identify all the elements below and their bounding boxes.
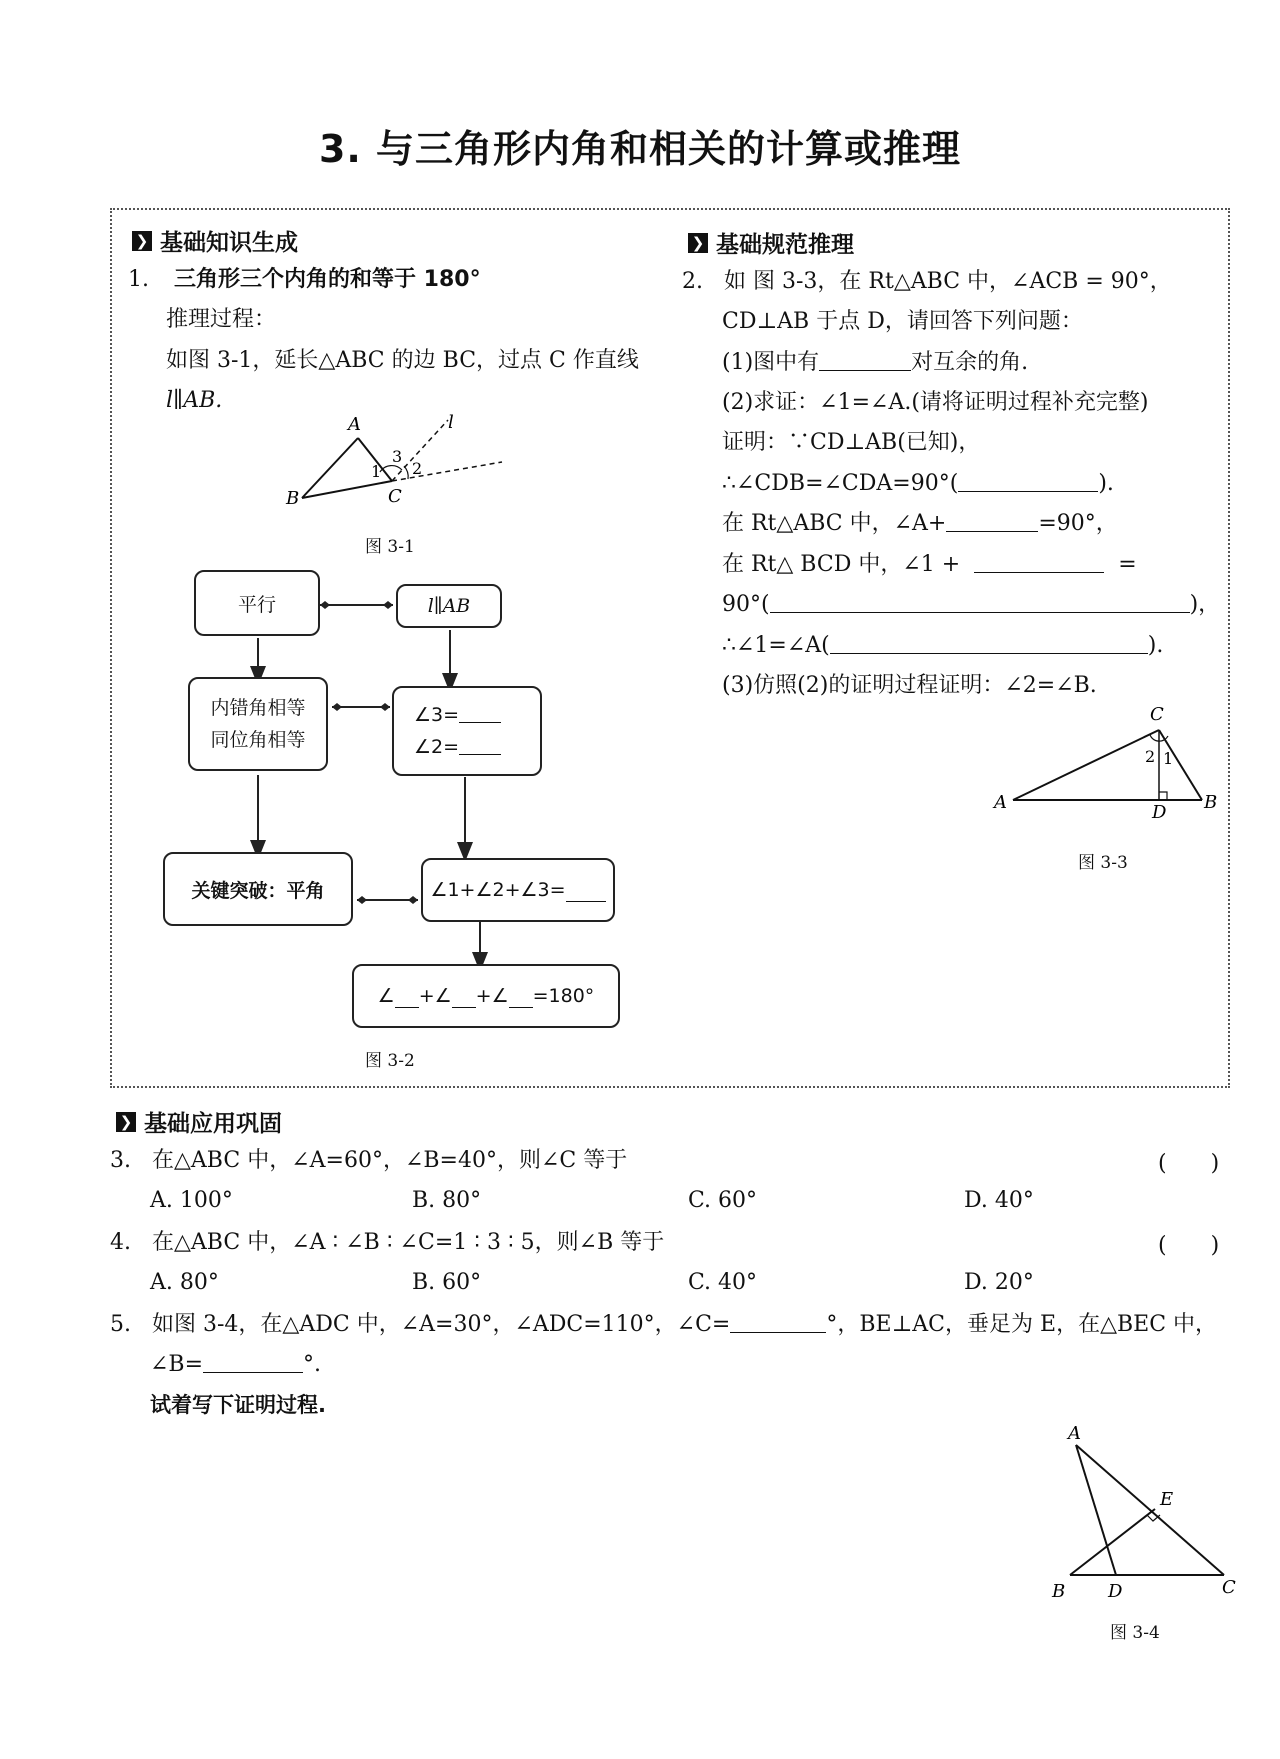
flow-box-alt-2: 同位角相等 — [210, 729, 306, 751]
q3-option-d[interactable]: D. 40° — [964, 1188, 1034, 1213]
item-1-number: 1. — [128, 267, 149, 292]
blank-angle-3[interactable] — [459, 700, 501, 723]
q1-post: 对互余的角. — [911, 350, 1029, 375]
item-2-text-1: 如 图 3-3，在 Rt△ABC 中，∠ACB = 90°， — [724, 269, 1172, 294]
fig2-caption: 图 3-2 — [365, 1051, 415, 1071]
figure-3-4 — [1040, 1425, 1240, 1605]
q3-answer-bracket[interactable]: ( ) — [1158, 1151, 1220, 1176]
question-4 — [110, 1228, 664, 1258]
flow-box-sum — [421, 858, 615, 922]
flow-box-final-plus-1: +∠ — [418, 985, 452, 1007]
flow-box-lab-text: l∥AB — [427, 595, 471, 617]
proof2-post: ). — [1098, 471, 1114, 496]
blank-proof-4[interactable] — [974, 550, 1104, 573]
flow-box-key — [163, 852, 353, 926]
blank-q5-angle-c[interactable] — [730, 1310, 826, 1333]
section-heading-text: 基础应用巩固 — [144, 1111, 282, 1137]
question-5-line-3: 试着写下证明过程. — [150, 1393, 326, 1417]
connector-key-sum — [357, 896, 418, 904]
fig1-label-b: B — [286, 488, 300, 509]
chevron-right-icon: ❯ — [688, 233, 708, 253]
q2-line: (2)求证：∠1=∠A.(请将证明过程补充完整) — [722, 390, 1149, 415]
fig3-label-b: B — [1204, 792, 1218, 813]
q4-option-b[interactable]: B. 60° — [412, 1270, 482, 1295]
chevron-right-icon: ❯ — [132, 231, 152, 251]
proof-line-6 — [722, 631, 1163, 661]
section-heading-application — [116, 1105, 282, 1138]
q4-text: 在△ABC 中，∠A ∶ ∠B ∶ ∠C=1 ∶ 3 ∶ 5，则∠B 等于 — [152, 1230, 665, 1255]
section-heading-reasoning — [688, 226, 854, 259]
fig3-label-angle-1: 1 — [1163, 749, 1174, 768]
fig1-label-angle-3: 3 — [392, 447, 403, 466]
question-3 — [110, 1146, 627, 1176]
blank-q1[interactable] — [819, 348, 911, 371]
question-5 — [110, 1310, 1217, 1340]
proof-line-1: 证明：∵CD⊥AB(已知)， — [722, 430, 981, 455]
fig3-right-angle-mark — [1159, 792, 1167, 800]
flow-box-a3-line — [414, 699, 501, 731]
fig3-caption: 图 3-3 — [1078, 853, 1128, 873]
proof6-pre: ∴∠1=∠A( — [722, 633, 830, 658]
proof4-pre: 在 Rt△ BCD 中，∠1 + — [722, 552, 961, 577]
flow-box-parallel-text: 平行 — [237, 593, 276, 616]
proof-line-4 — [722, 550, 1137, 580]
q5-number: 5. — [110, 1312, 131, 1337]
connector-alt-angles — [332, 703, 390, 711]
q4-number: 4. — [110, 1230, 131, 1255]
figure-3-3 — [990, 700, 1220, 820]
fig4-caption: 图 3-4 — [1110, 1623, 1160, 1643]
blank-proof-6[interactable] — [830, 631, 1148, 654]
proof2-pre: ∴∠CDB=∠CDA=90°( — [722, 471, 959, 496]
item-2-number: 2. — [682, 269, 703, 294]
blank-final-2[interactable] — [452, 985, 476, 1008]
blank-proof-2[interactable] — [958, 469, 1098, 492]
fig1-caption: 图 3-1 — [365, 537, 415, 557]
blank-q5-angle-b[interactable] — [203, 1350, 303, 1373]
q4-option-a[interactable]: A. 80° — [150, 1270, 219, 1295]
instruction-line-2: l∥AB. — [166, 388, 223, 413]
q5-text-post: °，BE⊥AC，垂足为 E，在△BEC 中， — [826, 1312, 1218, 1337]
flow-box-final-plus-2: +∠ — [475, 985, 509, 1007]
fig4-edge-ac — [1076, 1445, 1224, 1575]
fig4-label-e: E — [1160, 1489, 1174, 1510]
flow-box-lab — [396, 584, 502, 628]
fig1-label-l: l — [448, 412, 454, 433]
proof3-pre: 在 Rt△ABC 中，∠A+ — [722, 511, 947, 536]
q3-option-b[interactable]: B. 80° — [412, 1188, 482, 1213]
proof5-post: )， — [1189, 592, 1221, 617]
blank-final-1[interactable] — [395, 985, 419, 1008]
blank-angle-sum[interactable] — [566, 879, 606, 902]
flow-box-sum-text: ∠1+∠2+∠3= — [430, 879, 566, 901]
proof-line-5 — [722, 590, 1220, 620]
blank-angle-2[interactable] — [459, 732, 501, 755]
flow-box-angle-eq — [392, 686, 542, 776]
proof3-post: =90°， — [1038, 511, 1118, 536]
question-5-line-2 — [150, 1350, 321, 1380]
q3-option-c[interactable]: C. 60° — [688, 1188, 758, 1213]
item-2-line-2: CD⊥AB 于点 D，请回答下列问题： — [722, 309, 1083, 334]
blank-proof-5[interactable] — [770, 590, 1190, 613]
flow-box-a2: ∠2= — [414, 736, 460, 758]
proof-line-2 — [722, 469, 1114, 499]
q4-option-c[interactable]: C. 40° — [688, 1270, 758, 1295]
fig3-edge-ac — [1013, 730, 1159, 800]
flow-box-key-text: 关键突破：平角 — [191, 879, 325, 902]
fig3-label-d: D — [1152, 802, 1167, 820]
fig1-label-c: C — [388, 486, 402, 507]
flow-box-final-angle-1: ∠ — [377, 985, 395, 1007]
q4-answer-bracket[interactable]: ( ) — [1158, 1233, 1220, 1258]
fig3-label-angle-2: 2 — [1145, 747, 1156, 766]
flow-box-a3: ∠3= — [414, 704, 460, 726]
flow-box-final-eq: =180° — [532, 985, 595, 1007]
fig1-label-angle-2: 2 — [412, 459, 423, 478]
instruction-line-1: 如图 3-1，延长△ABC 的边 BC，过点 C 作直线 — [166, 348, 639, 373]
proof5-pre: 90°( — [722, 592, 770, 617]
chevron-right-icon: ❯ — [116, 1112, 136, 1132]
q3-proof-line: (3)仿照(2)的证明过程证明：∠2=∠B. — [722, 673, 1097, 698]
fig4-label-d: D — [1108, 1581, 1123, 1602]
q3-option-a[interactable]: A. 100° — [150, 1188, 233, 1213]
page-title: 3. 与三角形内角和相关的计算或推理 — [318, 127, 962, 171]
fig4-label-a: A — [1068, 1425, 1081, 1444]
flow-box-alt-1: 内错角相等 — [210, 697, 306, 719]
fig1-label-a: A — [348, 414, 361, 435]
fig1-label-angle-1: 1 — [371, 462, 382, 481]
proof4-post: = — [1118, 552, 1137, 577]
flow-box-parallel — [194, 570, 320, 636]
q5-text-pre: 如图 3-4，在△ADC 中，∠A=30°，∠ADC=110°，∠C= — [152, 1312, 731, 1337]
q1-pre: (1)图中有 — [722, 350, 820, 375]
fig4-label-b: B — [1052, 1581, 1066, 1602]
fig4-label-c: C — [1222, 1577, 1236, 1598]
proof6-post: ). — [1147, 633, 1164, 658]
fig3-label-c: C — [1150, 704, 1164, 725]
connector-parallel-lab — [320, 601, 393, 609]
fig3-label-a: A — [994, 792, 1007, 813]
section-heading-text: 基础知识生成 — [160, 230, 298, 256]
flow-box-final — [352, 964, 620, 1028]
flow-box-a2-line — [414, 731, 501, 763]
q5-line2-post: °. — [303, 1352, 322, 1377]
proof-line-3 — [722, 509, 1118, 539]
q1-line — [722, 348, 1028, 378]
reasoning-label: 推理过程： — [166, 307, 277, 332]
q5-line2-pre: ∠B= — [150, 1352, 204, 1377]
blank-proof-3[interactable] — [946, 509, 1038, 532]
q3-text: 在△ABC 中，∠A=60°，∠B=40°，则∠C 等于 — [152, 1148, 628, 1173]
flow-box-alt-angles — [188, 677, 328, 771]
blank-final-3[interactable] — [509, 985, 533, 1008]
section-heading-text: 基础规范推理 — [716, 232, 854, 258]
item-2-line-1 — [682, 267, 1172, 297]
q3-number: 3. — [110, 1148, 131, 1173]
item-1-text: 三角形三个内角的和等于 180° — [174, 267, 481, 292]
q4-option-d[interactable]: D. 20° — [964, 1270, 1034, 1295]
